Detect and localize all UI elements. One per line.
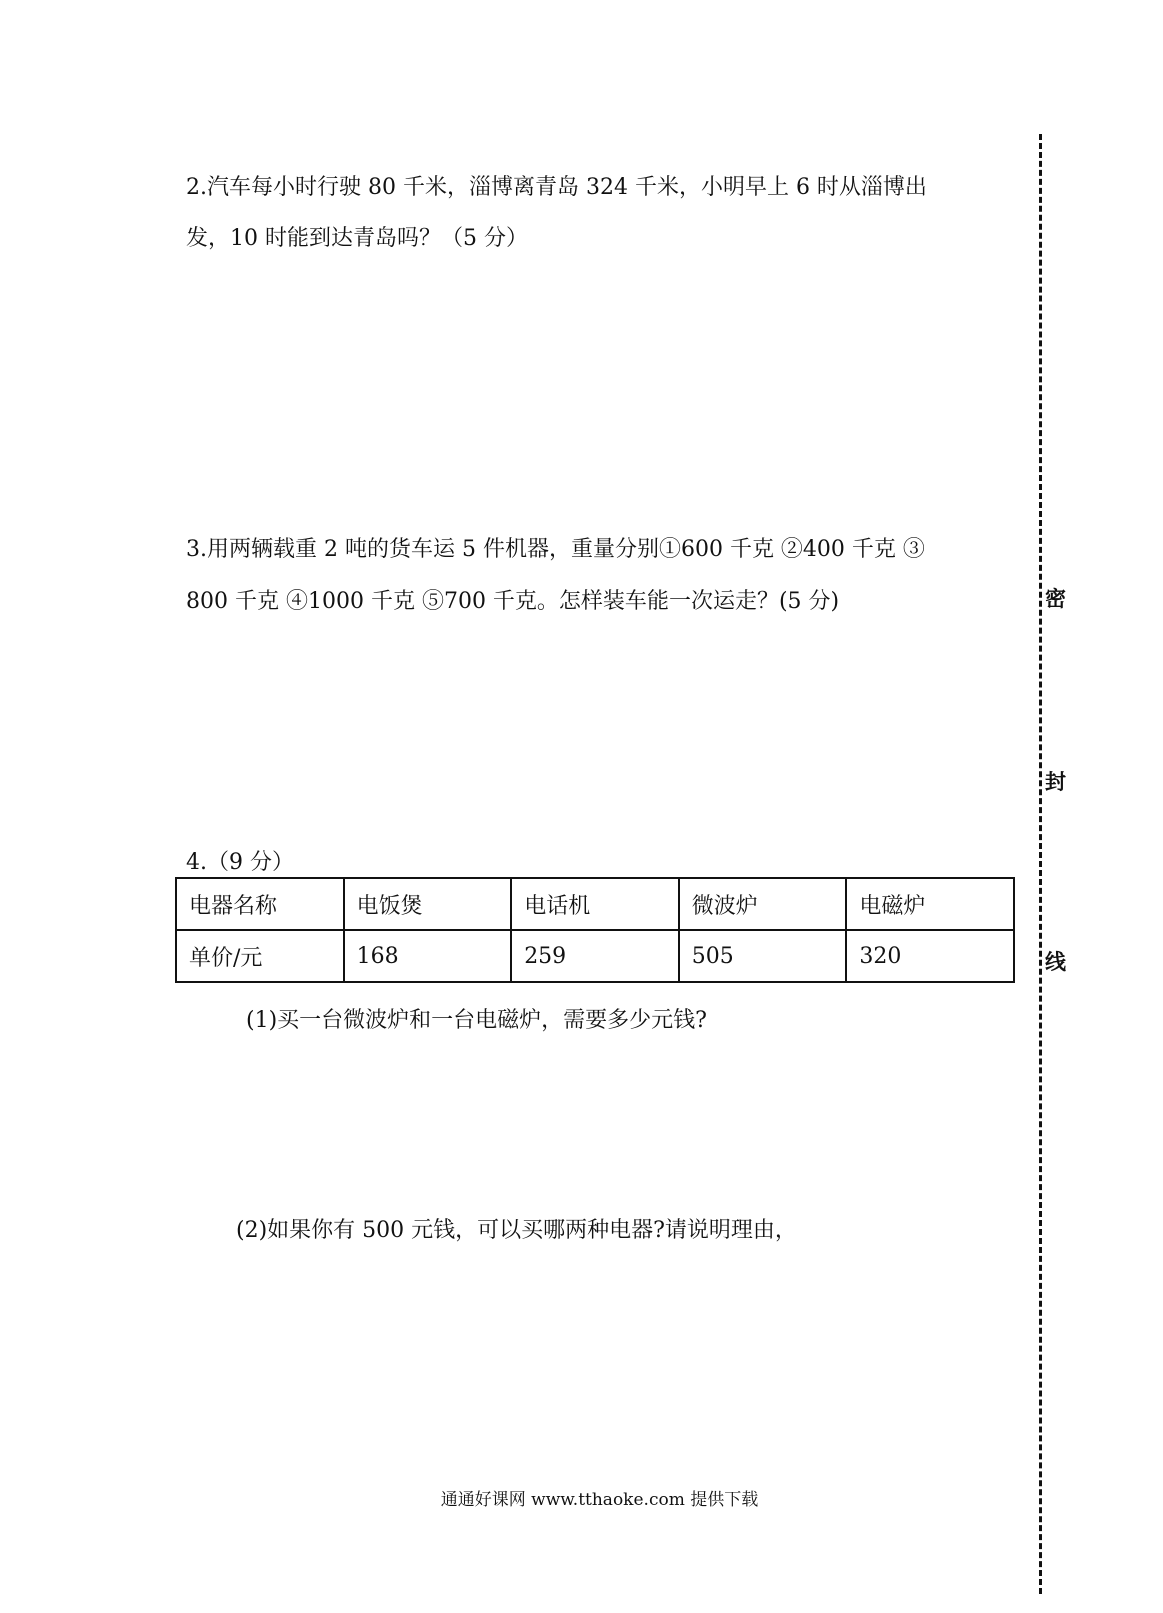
- table-cell: 电磁炉: [846, 878, 1014, 930]
- table-cell: 微波炉: [679, 878, 847, 930]
- question-3-line-2: 800 千克 ④1000 千克 ⑤700 千克。怎样装车能一次运走？(5 分): [186, 589, 840, 614]
- table-cell: 电饭煲: [344, 878, 512, 930]
- seal-label-mi: 密: [1045, 586, 1066, 611]
- seal-label-xian: 线: [1045, 949, 1066, 974]
- question-2-line-1: 2.汽车每小时行驶 80 千米，淄博离青岛 324 千米，小明早上 6 时从淄博出: [186, 175, 927, 200]
- table-cell: 168: [344, 930, 512, 982]
- appliance-price-table: [175, 877, 1015, 983]
- table-row: [176, 930, 1014, 982]
- question-4-heading: 4.（9 分）: [186, 850, 294, 875]
- table-cell: 259: [511, 930, 679, 982]
- seal-label-feng: 封: [1045, 769, 1066, 794]
- question-3-line-1: 3.用两辆载重 2 吨的货车运 5 件机器，重量分别①600 千克 ②400 千克 ③: [186, 537, 925, 562]
- seal-dashed-line: [1039, 134, 1042, 1594]
- table-row: [176, 878, 1014, 930]
- table-cell: 单价/元: [176, 930, 344, 982]
- question-4-sub-1: (1)买一台微波炉和一台电磁炉，需要多少元钱?: [246, 1008, 707, 1033]
- question-2-line-2: 发，10 时能到达青岛吗？（5 分）: [186, 226, 528, 251]
- table-cell: 电器名称: [176, 878, 344, 930]
- page-footer: 通通好课网 www.tthaoke.com 提供下载: [440, 1490, 759, 1510]
- question-4-sub-2: (2)如果你有 500 元钱，可以买哪两种电器?请说明理由，: [236, 1218, 797, 1243]
- table-cell: 505: [679, 930, 847, 982]
- table-cell: 电话机: [511, 878, 679, 930]
- table-cell: 320: [846, 930, 1014, 982]
